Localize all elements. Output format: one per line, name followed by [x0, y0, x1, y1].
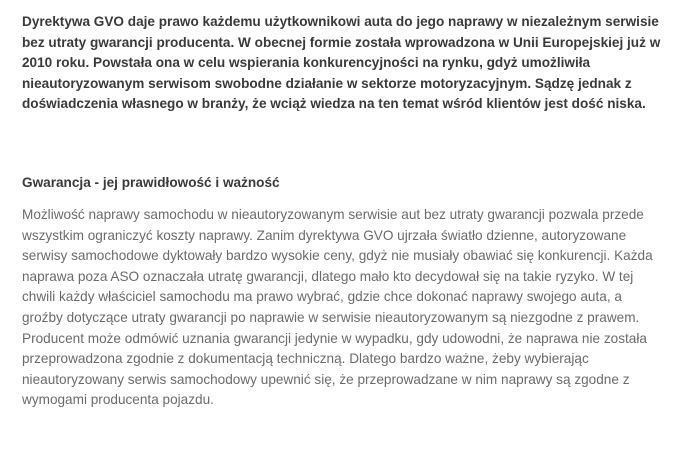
- lead-paragraph: Dyrektywa GVO daje prawo każdemu użytkownikowi auta do jego naprawy w niezależnym serwisie bez utraty gwarancji producenta. W obecnej formie została wprowadzona w Unii Europejskiej już w 2010 roku. Powstała ona w celu wspierania konkurencyjności na rynku, gdyż umożliwiła nieautoryzowanym serwisom swobodne działanie w sektorze motoryzacyjnym. Sądzę jednak z doświadczenia własnego w branży, że wciąż wiedza na ten temat wśród klientów jest dość niska.: [22, 14, 661, 112]
- section-paragraph: Możliwość naprawy samochodu w nieautoryzowanym serwisie aut bez utraty gwarancji pozwala przede wszystkim ograniczyć koszty naprawy. Zanim dyrektywa GVO ujrzała światło dzienne, autoryzowane serwisy samochodowe dyktowały bardzo wysokie ceny, gdyż nie musiały obawiać się konkurencji. Każda naprawa poza ASO oznaczała utratę gwarancji, dlatego mało kto decydował się na takie ryzyko. W tej chwili każdy właściciel samochodu ma prawo wybrać, gdzie chce dokonać naprawy swojego auta, a groźby dotyczące utraty gwarancji po naprawie w serwisie nieautoryzowanym są niezgodne z prawem. Producent może odmówić uznania gwarancji jedynie w wypadku, gdy udowodni, że naprawa nie została przeprowadzona zgodnie z dokumentacją techniczną. Dlatego bardzo ważne, żeby wybierając nieautoryzowany serwis samochodowy upewnić się, że przeprowadzane w nim naprawy są zgodne z wymogami producenta pojazdu.: [22, 206, 653, 408]
- section-heading: Gwarancja - jej prawidłowość i ważność: [22, 174, 280, 190]
- article-content: [22, 12, 662, 411]
